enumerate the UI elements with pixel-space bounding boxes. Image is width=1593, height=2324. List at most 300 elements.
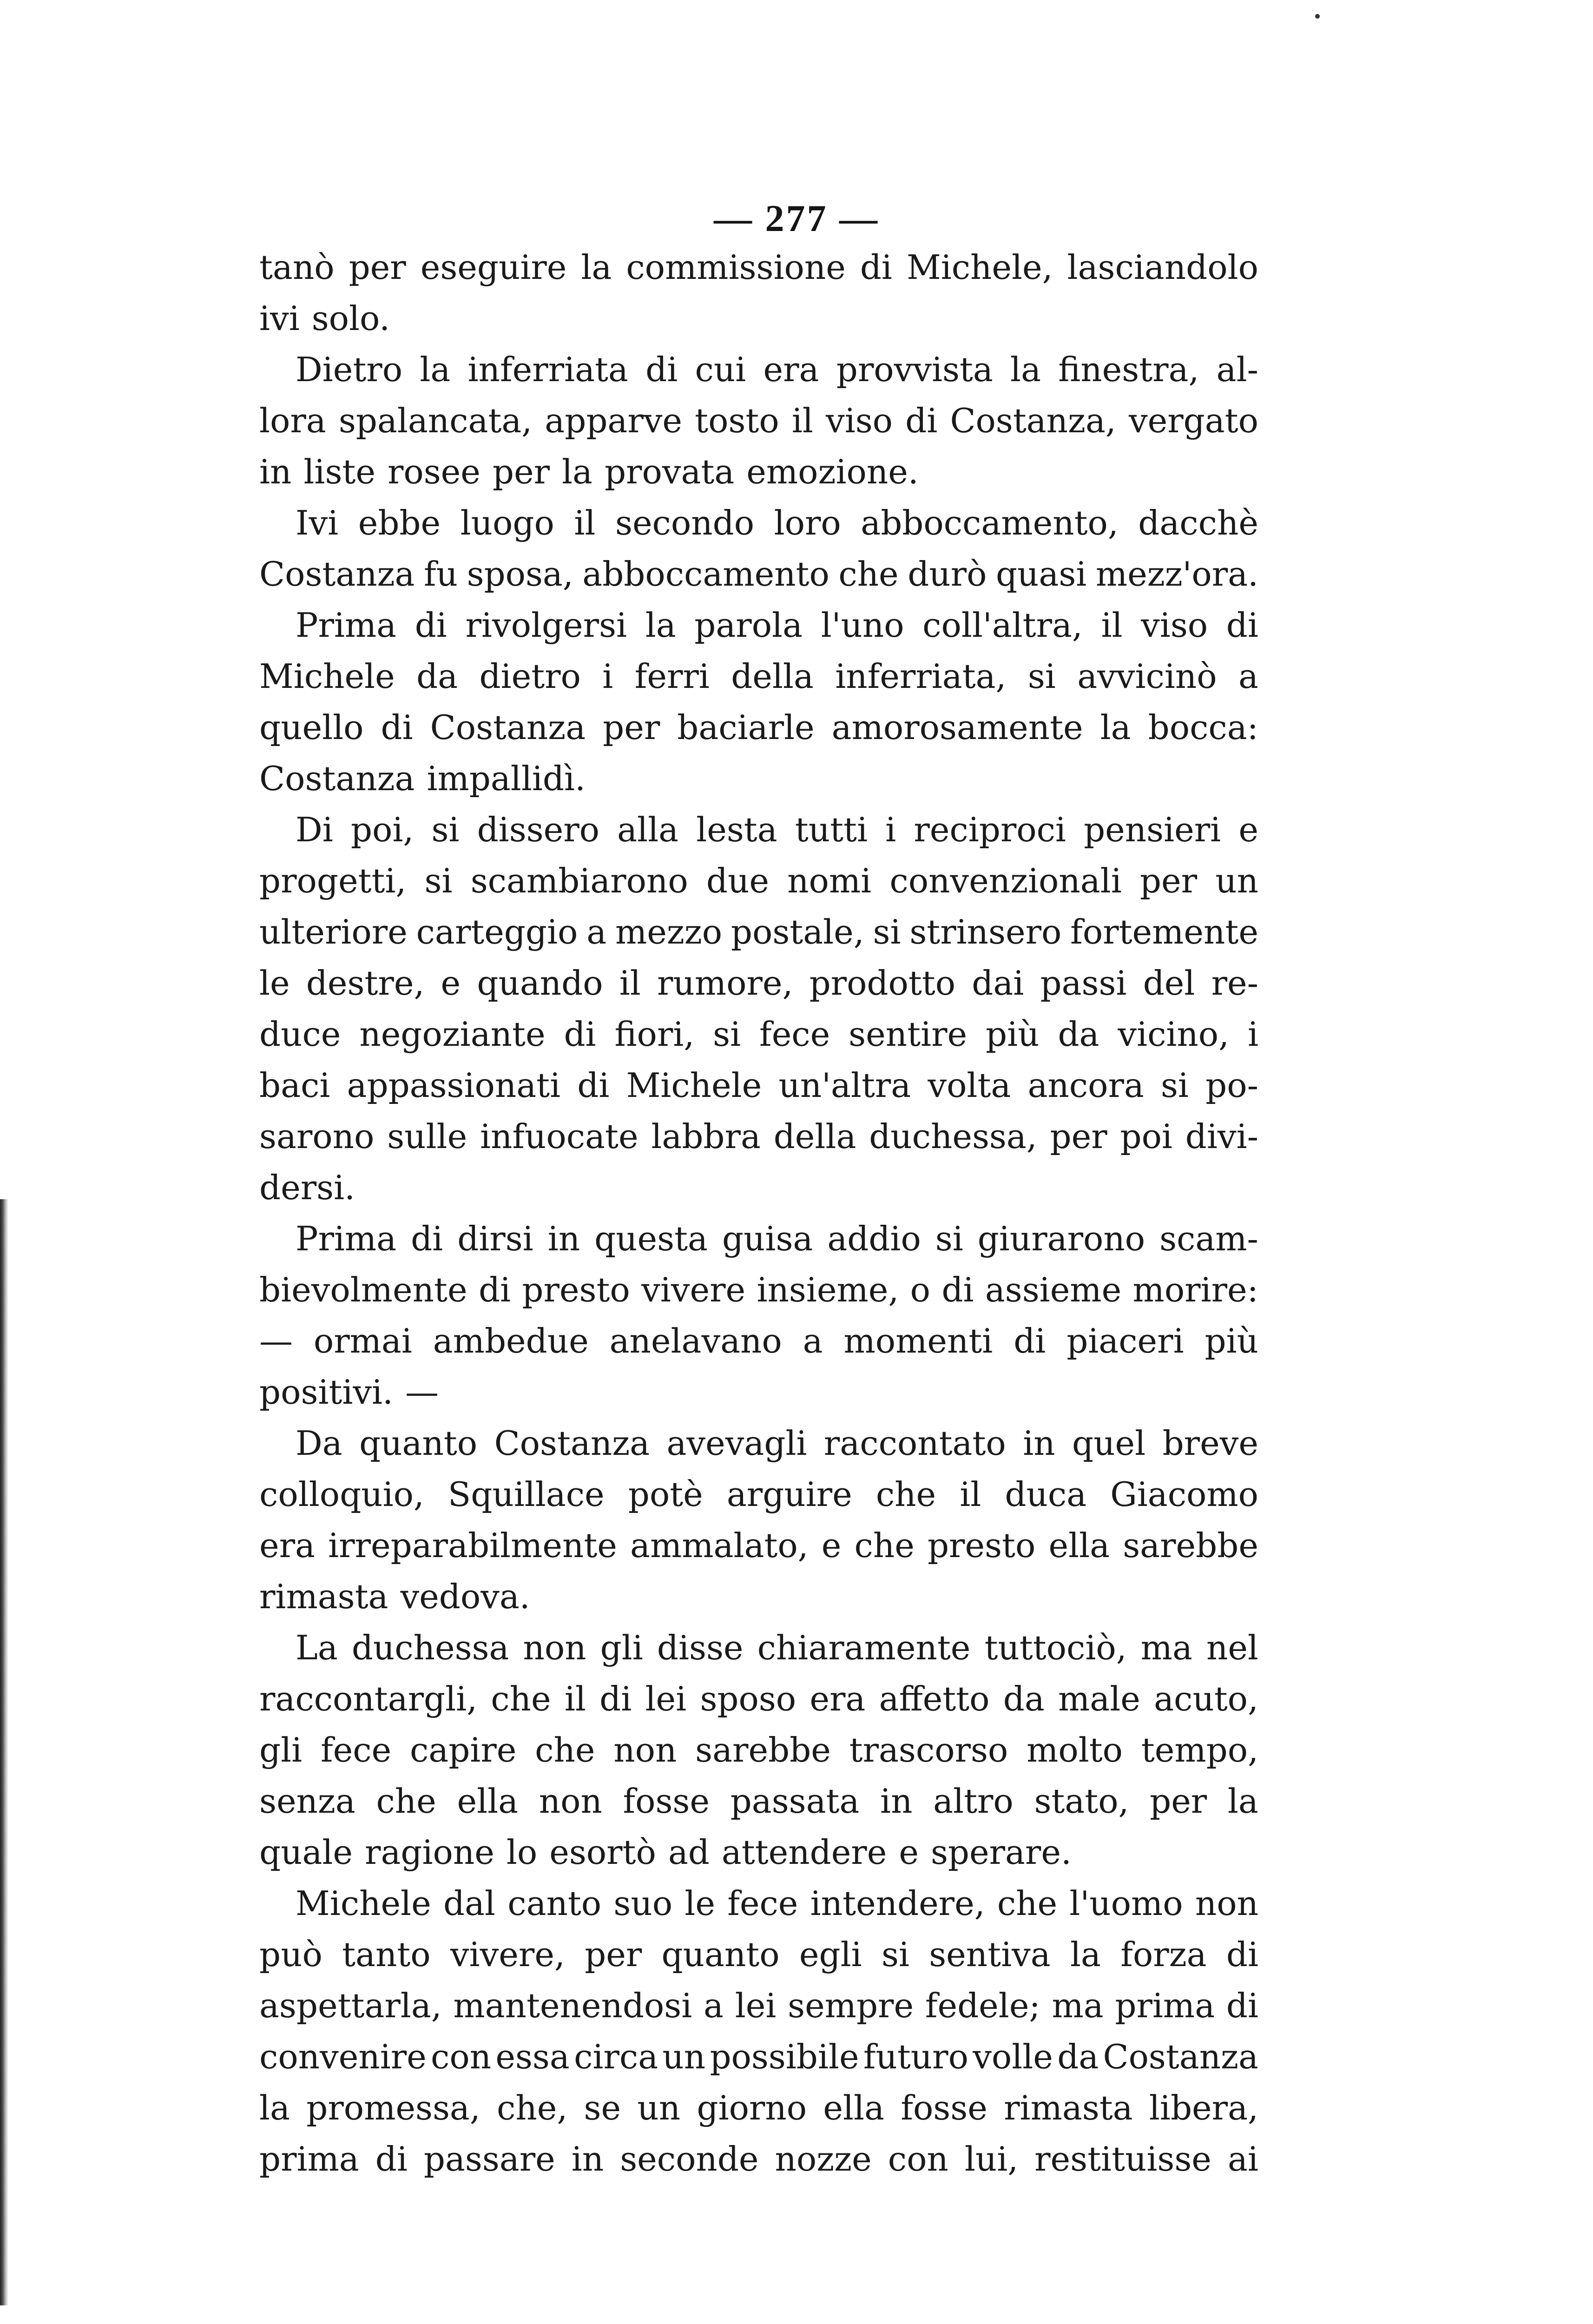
text-line [259, 702, 1258, 753]
word: ivi [259, 299, 300, 338]
word: i [602, 657, 613, 696]
word: ella [1048, 1526, 1110, 1565]
word: si [424, 861, 453, 900]
word: raccontato [823, 1424, 1006, 1463]
word: aspettarla, [259, 1986, 442, 2025]
word: trascorso [849, 1730, 1008, 1769]
text-line [259, 1009, 1258, 1060]
word: canto [507, 1884, 602, 1923]
word: di [478, 1270, 511, 1309]
text-line [259, 1571, 1258, 1622]
word: Costanza [259, 555, 415, 594]
word: presto [927, 1526, 1036, 1565]
word: solo. [311, 299, 390, 338]
word: abboccamento, [861, 503, 1119, 542]
word: rimasta [1004, 2088, 1133, 2127]
word: anelavano [609, 1321, 782, 1360]
word: rivolgersi [465, 606, 627, 645]
word: per [492, 452, 550, 491]
word: il [1101, 606, 1123, 645]
word: pensieri [1084, 810, 1221, 849]
word: quando [477, 964, 603, 1003]
word: si [935, 1219, 963, 1258]
word: di [1226, 1935, 1258, 1974]
word: dai [972, 964, 1024, 1003]
word: rosee [387, 452, 481, 491]
word: reciproci [914, 810, 1066, 849]
word: che [376, 1782, 436, 1821]
word: Giacomo [1110, 1475, 1258, 1514]
word: che [838, 555, 899, 594]
word: eseguire [420, 248, 567, 287]
word: durò [908, 555, 987, 594]
binding-edge [0, 1199, 8, 2305]
word: ragione [365, 1833, 494, 1872]
word: Ivi [296, 503, 339, 542]
word: che [875, 1475, 936, 1514]
word: rimasta [259, 1577, 388, 1616]
word: e [821, 1526, 842, 1565]
word: tanò [259, 248, 335, 287]
word: vergato [1128, 401, 1258, 440]
word: viso [1141, 606, 1208, 645]
word: era [763, 350, 819, 389]
word: arguire [726, 1475, 852, 1514]
word: breve [1162, 1424, 1258, 1463]
word: in [571, 2139, 604, 2179]
word: irreparabilmente [328, 1526, 617, 1565]
word: gli [600, 1628, 643, 1667]
word: il [960, 1475, 981, 1514]
word: sulle [387, 1117, 467, 1156]
word: ambedue [433, 1321, 589, 1360]
text-line [259, 1060, 1258, 1111]
word: con [888, 2139, 948, 2179]
word: ella [457, 1782, 519, 1821]
word: piaceri [1066, 1321, 1184, 1360]
word: può [259, 1935, 323, 1974]
text-line [259, 548, 1258, 600]
word: inferriata [467, 350, 628, 389]
word: ma [1052, 1986, 1104, 2025]
text-line [259, 1980, 1258, 2031]
word: attendere [721, 1833, 887, 1872]
word: che [997, 1884, 1058, 1923]
word: senza [259, 1782, 355, 1821]
word: possibile [710, 2037, 859, 2076]
word: capire [409, 1730, 517, 1769]
word: circa [574, 2037, 658, 2076]
word: sarebbe [695, 1730, 831, 1769]
text-line [259, 1418, 1258, 1469]
word: si [1027, 657, 1056, 696]
scan-speck [1315, 14, 1320, 19]
word: lesta [696, 810, 777, 849]
word: scam- [1159, 1219, 1258, 1258]
word: appassionati [347, 1066, 561, 1105]
text-line [259, 906, 1258, 957]
word: Prima [296, 606, 397, 645]
word: colloquio, [259, 1475, 424, 1514]
word: la [1070, 1935, 1101, 1974]
word: che [535, 1730, 595, 1769]
word: inferriata, [835, 657, 1007, 696]
word: se [584, 2088, 621, 2127]
word: avvicinò [1077, 657, 1217, 696]
word: tempo, [1141, 1730, 1258, 1769]
word: guisa [722, 1219, 813, 1258]
word: di [411, 1219, 443, 1258]
word: in [259, 452, 292, 491]
text-line [259, 293, 1258, 344]
word: di [381, 708, 413, 747]
word: del [1143, 964, 1195, 1003]
word: sposo [700, 1679, 796, 1718]
word: duchessa [351, 1628, 509, 1667]
word: duce [259, 1015, 341, 1054]
word: Michele [626, 1066, 762, 1105]
text-line [259, 1315, 1258, 1367]
word: cui [695, 350, 746, 389]
word: e [899, 1833, 919, 1872]
text-line [259, 1264, 1258, 1315]
word: si [881, 1935, 909, 1974]
word: ebbe [358, 503, 441, 542]
word: due [706, 861, 769, 900]
word: quale [259, 1833, 353, 1872]
word: suo [613, 1884, 673, 1923]
word: giorno [697, 2088, 807, 2127]
word: insieme, [757, 1270, 899, 1309]
word: passata [730, 1782, 860, 1821]
word: abboccamento [582, 555, 829, 594]
word: fortemente [1070, 912, 1258, 951]
word: Michele [259, 657, 395, 696]
word: positivi. [259, 1373, 393, 1412]
word: — [259, 1321, 293, 1360]
word: convenire [259, 2037, 427, 2076]
word: Prima [296, 1219, 397, 1258]
word: gli [259, 1730, 303, 1769]
word: che, [497, 2088, 568, 2127]
word: a [1238, 657, 1258, 696]
text-line [259, 1367, 1258, 1418]
word: non [1195, 1884, 1258, 1923]
word: rumore, [657, 964, 793, 1003]
word: lora [259, 401, 326, 440]
word: re- [1211, 964, 1258, 1003]
word: finestra, [1058, 350, 1199, 389]
word: avevagli [666, 1424, 807, 1463]
word: ad [668, 1833, 710, 1872]
word: sarono [259, 1117, 375, 1156]
word: La [296, 1628, 338, 1667]
word: loro [774, 503, 841, 542]
word: presto [522, 1270, 630, 1309]
word: la [1010, 350, 1041, 389]
word: più [1205, 1321, 1258, 1360]
word: lui, [964, 2139, 1019, 2179]
word: po- [1205, 1066, 1258, 1105]
word: sarebbe [1123, 1526, 1258, 1565]
text-line [259, 446, 1258, 497]
word: potè [628, 1475, 703, 1514]
word: di [1226, 606, 1258, 645]
word: vivere [641, 1270, 746, 1309]
text-line [259, 1469, 1258, 1520]
word: tosto [695, 401, 779, 440]
word: progetti, [259, 861, 407, 900]
text-line [259, 395, 1258, 446]
word: postale, [731, 912, 864, 951]
word: viso [826, 401, 893, 440]
word: raccontargli, [259, 1679, 478, 1718]
word: sperare. [930, 1833, 1072, 1872]
word: fiori, [614, 1015, 695, 1054]
word: luogo [460, 503, 554, 542]
word: ancora [1027, 1066, 1144, 1105]
word: Squillace [448, 1475, 605, 1514]
word: più [986, 1015, 1040, 1054]
word: intendere, [810, 1884, 985, 1923]
text-line [259, 1878, 1258, 1929]
word: amorosamente [831, 708, 1083, 747]
word: passi [1040, 964, 1127, 1003]
word: male [1058, 1679, 1140, 1718]
word: ella [823, 2088, 884, 2127]
text-line [259, 1162, 1258, 1213]
word: i [1247, 1015, 1258, 1054]
word: carteggio [416, 912, 578, 951]
word: o [910, 1270, 930, 1309]
text-line [259, 855, 1258, 906]
word: tanto [342, 1935, 431, 1974]
word: i [885, 810, 896, 849]
text-line [259, 1622, 1258, 1673]
word: emozione. [746, 452, 919, 491]
word: giurarono [977, 1219, 1145, 1258]
word: ormai [313, 1321, 412, 1360]
word: Michele [296, 1884, 431, 1923]
text-line [259, 1827, 1258, 1878]
word: alla [617, 810, 679, 849]
text-line [259, 2133, 1258, 2185]
word: dietro [479, 657, 581, 696]
word: Costanza, [950, 401, 1116, 440]
word: il [791, 401, 813, 440]
word: baciarle [677, 708, 815, 747]
word: assieme [985, 1270, 1122, 1309]
word: non [613, 1730, 677, 1769]
word: Costanza [494, 1424, 650, 1463]
word: apparve [545, 401, 683, 440]
word: per [585, 1935, 642, 1974]
word: in [547, 1219, 580, 1258]
word: di [905, 401, 938, 440]
text-line [259, 2031, 1258, 2082]
word: di [375, 2139, 408, 2179]
word: scambiarono [470, 861, 688, 900]
word: quanto [359, 1424, 478, 1463]
word: passare [423, 2139, 555, 2179]
word: fece [320, 1730, 392, 1769]
word: lo [506, 1833, 538, 1872]
word: nomi [787, 861, 872, 900]
word: le [259, 964, 290, 1003]
word: fosse [901, 2088, 987, 2127]
word: fu [424, 555, 458, 594]
word: il [574, 503, 596, 542]
word: questa [594, 1219, 708, 1258]
word: la [581, 248, 612, 287]
word: bocca: [1148, 708, 1258, 747]
word: per [1050, 1117, 1107, 1156]
word: da [416, 657, 458, 696]
word: forza [1120, 1935, 1207, 1974]
word: secondo [615, 503, 755, 542]
word: stato, [1034, 1782, 1129, 1821]
word: Costanza [259, 759, 415, 798]
word: a [704, 1986, 724, 2025]
word: ai [1227, 2139, 1258, 2179]
word: strinsero [909, 912, 1062, 951]
word: impallidì. [427, 759, 586, 798]
word: e [441, 964, 461, 1003]
word: con [431, 2037, 492, 2076]
word: Da [296, 1424, 342, 1463]
text-line [259, 1776, 1258, 1827]
word: quasi [995, 555, 1087, 594]
text-line [259, 651, 1258, 702]
word: negoziante [359, 1015, 546, 1054]
word: addio [827, 1219, 921, 1258]
word: quanto [661, 1935, 780, 1974]
word: a [803, 1321, 823, 1360]
word: tutti [795, 810, 868, 849]
word: la [1100, 708, 1131, 747]
word: la [420, 350, 451, 389]
word: e [1238, 810, 1258, 849]
word: tuttociò, [984, 1628, 1127, 1667]
word: si [1160, 1066, 1189, 1105]
word: il [619, 964, 641, 1003]
word: che [491, 1679, 551, 1718]
word: labbra [651, 1117, 761, 1156]
word: convenzionali [889, 861, 1122, 900]
word: la [562, 452, 592, 491]
word: dal [443, 1884, 495, 1923]
word: a [586, 912, 607, 951]
word: dacchè [1138, 503, 1258, 542]
word: Dietro [296, 350, 403, 389]
word: prima [1115, 1986, 1215, 2025]
word: era [810, 1679, 866, 1718]
word: infuocate [480, 1117, 639, 1156]
word: morire: [1132, 1270, 1258, 1309]
word: fosse [623, 1782, 710, 1821]
word: mezzo [615, 912, 723, 951]
word: il [564, 1679, 586, 1718]
text-line [259, 1213, 1258, 1264]
word: per [349, 248, 406, 287]
word: in [880, 1782, 913, 1821]
word: momenti [843, 1321, 993, 1360]
text-line [259, 242, 1258, 293]
word: di [599, 1679, 632, 1718]
word: si [431, 810, 460, 849]
word: quello [259, 708, 364, 747]
word: da [1003, 1679, 1045, 1718]
word: fece [727, 1884, 798, 1923]
word: libera, [1149, 2088, 1258, 2127]
word: sentire [849, 1015, 968, 1054]
word: volta [928, 1066, 1011, 1105]
word: restituisse [1034, 2139, 1211, 2179]
word: di [577, 1066, 610, 1105]
word: di [415, 606, 447, 645]
word: la [645, 606, 676, 645]
word: sposa, [467, 555, 573, 594]
word: prima [259, 2139, 359, 2179]
word: per [1150, 1782, 1207, 1821]
word: era [259, 1526, 315, 1565]
word: Costanza [1103, 2037, 1258, 2076]
word: da [1058, 1015, 1099, 1054]
word: ulteriore [259, 912, 408, 951]
word: provata [604, 452, 735, 491]
word: duca [1005, 1475, 1087, 1514]
word: volle [973, 2037, 1053, 2076]
word: dirsi [457, 1219, 533, 1258]
word: al- [1216, 350, 1258, 389]
word: futuro [863, 2037, 968, 2076]
word: egli [799, 1935, 862, 1974]
word: esortò [549, 1833, 656, 1872]
text-line [259, 344, 1258, 395]
word: Di [296, 810, 333, 849]
word: un [637, 2088, 681, 2127]
text-line [259, 497, 1258, 548]
word: l'uno [821, 606, 904, 645]
word: divi- [1185, 1117, 1258, 1156]
text-line [259, 1520, 1258, 1571]
word: coll'altra, [922, 606, 1083, 645]
word: dersi. [259, 1168, 355, 1207]
word: nel [1206, 1628, 1258, 1667]
text-line [259, 600, 1258, 651]
word: in [1023, 1424, 1055, 1463]
word: provvista [836, 350, 993, 389]
word: prodotto [809, 964, 956, 1003]
word: acuto, [1154, 1679, 1258, 1718]
word: Michele, [906, 248, 1053, 287]
word: lei [645, 1679, 687, 1718]
word: destre, [306, 964, 425, 1003]
word: liste [303, 452, 375, 491]
word: baci [259, 1066, 330, 1105]
word: un [1215, 861, 1258, 900]
text-line [259, 957, 1258, 1009]
word: affetto [879, 1679, 990, 1718]
word: altro [933, 1782, 1014, 1821]
word: seconde [620, 2139, 759, 2179]
word: della [773, 1117, 856, 1156]
word: disse [657, 1628, 744, 1667]
word: — [405, 1373, 439, 1412]
text-line [259, 1111, 1258, 1162]
word: vicino, [1118, 1015, 1230, 1054]
word: di [564, 1015, 596, 1054]
